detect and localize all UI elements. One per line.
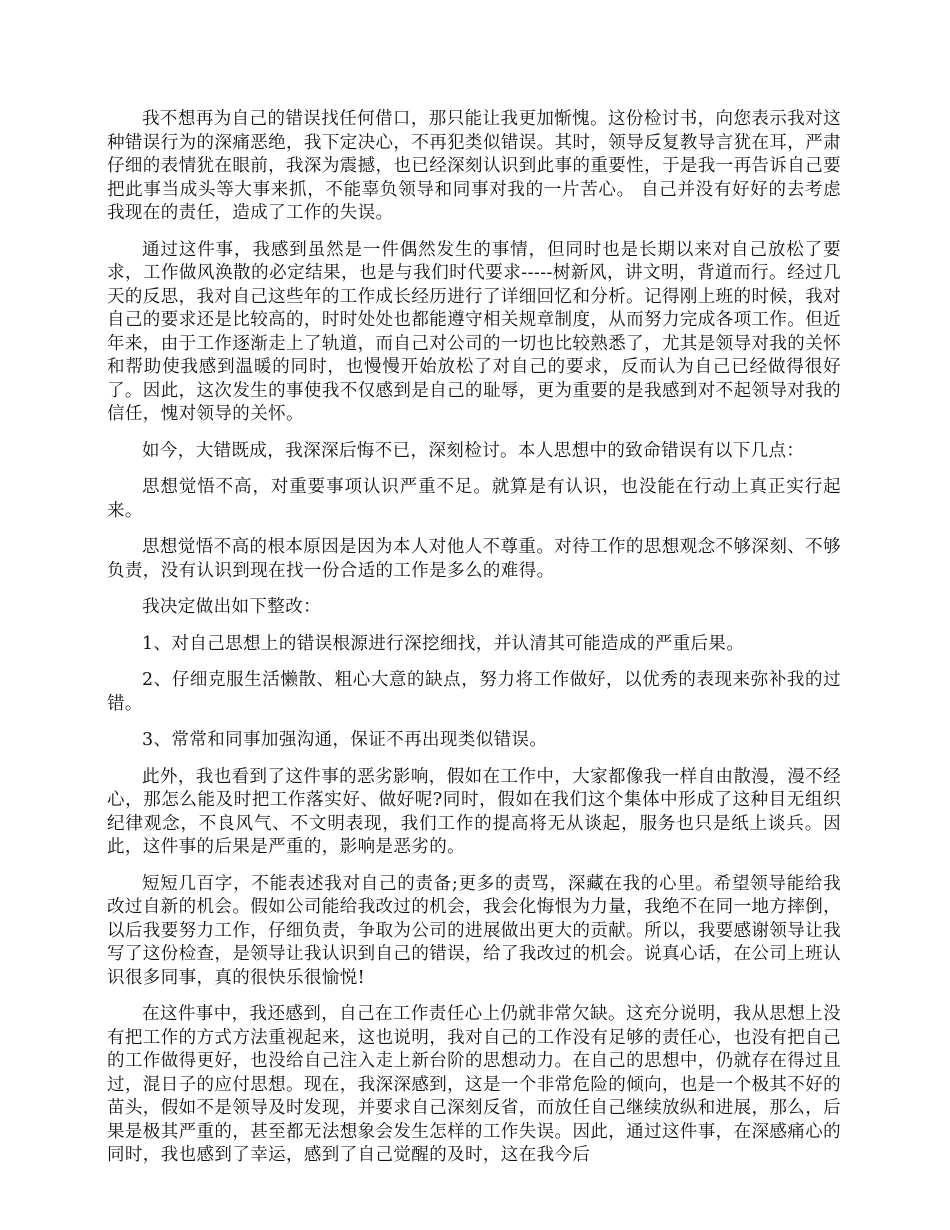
paragraph-2: 通过这件事，我感到虽然是一件偶然发生的事情，但同时也是长期以来对自己放松了要求，工作做风涣散的必定结果，也是与我们时代要求-----树新风，讲文明，背道而行。经过几天的反思，我对自己这些年的工作成长经历进行了详细回忆和分析。记得刚上班的时候，我对自己的要求还是比较高的，时时处处也都能遵守相关规章制度，从而努力完成各项工作。但近年来，由于工作逐渐走上了轨道，而自己对公司的一切也比较熟悉了，尤其是领导对我的关怀和帮助使我感到温暖的同时，也慢慢开始放松了对自己的要求，反而认为自己已经做得很好了。因此，这次发生的事使我不仅感到是自己的耻辱，更为重要的是我感到对不起领导对我的信任，愧对领导的关怀。 (107, 239, 841, 424)
document-body (107, 108, 841, 1181)
list-item-3: 3、常常和同事加强沟通，保证不再出现类似错误。 (142, 730, 548, 750)
paragraph-9: 在这件事中，我还感到，自己在工作责任心上仍就非常欠缺。这充分说明，我从思想上没有把工作的方式方法重视起来，这也说明，我对自己的工作没有足够的责任心，也没有把自己的工作做得更好，也没给自己注入走上新台阶的思想动力。在自己的思想中，仍就存在得过且过，混日子的应付思想。现在，我深深感到，这是一个非常危险的倾向，也是一个极其不好的苗头，假如不是领导及时发现，并要求自己深刻反省，而放任自己继续放纵和进展，那么，后果是极其严重的，甚至都无法想象会发生怎样的工作失误。因此，通过这件事，在深感痛心的同时，我也感到了幸运，感到了自己觉醒的及时，这在我今后 (107, 1004, 841, 1165)
paragraph-1: 我不想再为自己的错误找任何借口，那只能让我更加惭愧。这份检讨书，向您表示我对这种错误行为的深痛恶绝，我下定决心，不再犯类似错误。其时，领导反复教导言犹在耳，严肃仔细的表情犹在眼前，我深为震撼，也已经深刻认识到此事的重要性，于是我一再告诉自己要把此事当成头等大事来抓，不能辜负领导和同事对我的一片苦心。 自己并没有好好的去考虑我现在的责任，造成了工作的失误。 (107, 109, 841, 223)
paragraph-8: 短短几百字，不能表述我对自己的责备;更多的责骂，深藏在我的心里。希望领导能给我改过自新的机会。假如公司能给我改过的机会，我会化悔恨为力量，我绝不在同一地方摔倒，以后我要努力工作，仔细负责，争取为公司的进展做出更大的贡献。所以，我要感谢领导让我写了这份检查，是领导让我认识到自己的错误，给了我改过的机会。说真心话，在公司上班认识很多同事，真的很快乐很愉悦! (107, 873, 841, 988)
list-item-2: 2、仔细克服生活懒散、粗心大意的缺点，努力将工作做好，以优秀的表现来弥补我的过错。 (107, 670, 841, 714)
list-item-1: 1、对自己思想上的错误根源进行深挖细找，并认清其可能造成的严重后果。 (142, 633, 745, 654)
paragraph-6: 我决定做出如下整改： (142, 597, 321, 617)
paragraph-7: 此外，我也看到了这件事的恶劣影响，假如在工作中，大家都像我一样自由散漫，漫不经心，那怎么能及时把工作落实好、做好呢?同时，假如在我们这个集体中形成了这种目无组织纪律观念，不良风气、不文明表现，我们工作的提高将无从谈起，服务也只是纸上谈兵。因此，这件事的后果是严重的，影响是恶劣的。 (107, 766, 841, 857)
paragraph-5: 思想觉悟不高的根本原因是因为本人对他人不尊重。对待工作的思想观念不够深刻、不够负责，没有认识到现在找一份合适的工作是多么的难得。 (107, 537, 841, 581)
paragraph-4: 思想觉悟不高，对重要事项认识严重不足。就算是有认识，也没能在行动上真正实行起来。 (107, 477, 841, 521)
paragraph-3: 如今，大错既成，我深深后悔不已，深刻检讨。本人思想中的致命错误有以下几点： (142, 440, 805, 461)
